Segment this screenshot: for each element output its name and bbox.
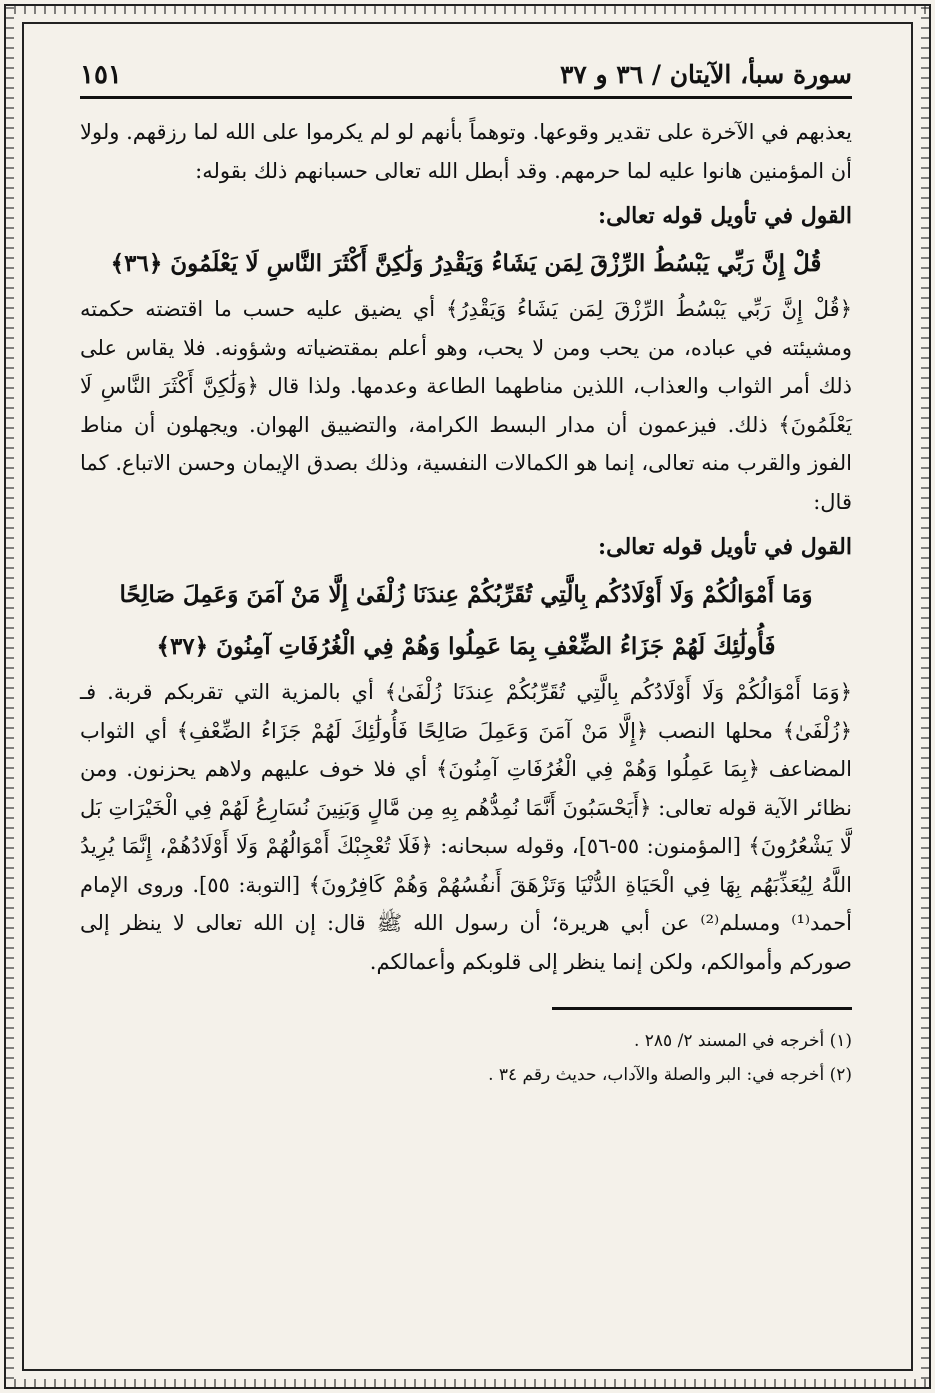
quran-verse-37-line-1: وَمَا أَمْوَالُكُمْ وَلَا أَوْلَادُكُم بِالَّتِي تُقَرِّبُكُمْ عِندَنَا زُلْفَىٰ إِلَّا مَنْ آمَنَ وَعَمِلَ صَالِحًا: [119, 581, 813, 608]
quran-verse-36: قُلْ إِنَّ رَبِّي يَبْسُطُ الرِّزْقَ لِمَن يَشَاءُ وَيَقْدِرُ وَلَٰكِنَّ أَكْثَرَ النَّاسِ لَا يَعْلَمُونَ ﴿٣٦﴾: [110, 250, 822, 277]
page-content: [80, 60, 852, 1092]
running-head: [80, 60, 852, 99]
footnote-divider: [552, 1007, 852, 1010]
paragraph-commentary-36: ﴿قُلْ إِنَّ رَبِّي يَبْسُطُ الرِّزْقَ لِمَن يَشَاءُ وَيَقْدِرُ﴾ أي يضيق عليه حسب ما اقتضته حكمته ومشيئته في عباده، من يحب ومن لا يحب، وهو أعلم بمقتضياته وشؤونه. فلا يقاس على ذلك أمر الثواب والعذاب، اللذين مناطهما الطاعة وعدمها. ولذا قال ﴿وَلَٰكِنَّ أَكْثَرَ النَّاسِ لَا يَعْلَمُونَ﴾ ذلك. فيزعمون أن مدار البسط الكرامة، والتضييق الهوان. ويجهلون أن مناط الفوز والقرب منه تعالى، إنما هو الكمالات النفسية، وذلك بصدق الإيمان وحسن الاتباع. كما قال:: [80, 297, 852, 514]
footnote-2: (٢) أخرجه في: البر والصلة والآداب، حديث رقم ٣٤ .: [488, 1065, 852, 1085]
footnote-1: (١) أخرجه في المسند ٢/ ٢٨٥ .: [633, 1031, 852, 1051]
paragraph-commentary-37: ﴿وَمَا أَمْوَالُكُمْ وَلَا أَوْلَادُكُم بِالَّتِي تُقَرِّبُكُمْ عِندَنَا زُلْفَىٰ﴾ أي بالمزية التي تقربكم قربة. فـ ﴿زُلْفَىٰ﴾ محلها النصب ﴿إِلَّا مَنْ آمَنَ وَعَمِلَ صَالِحًا فَأُولَٰئِكَ لَهُمْ جَزَاءُ الضِّعْفِ﴾ أي الثواب المضاعف ﴿بِمَا عَمِلُوا وَهُمْ فِي الْغُرُفَاتِ آمِنُونَ﴾ أي فلا خوف عليهم ولاهم يحزنون. ومن نظائر الآية قوله تعالى: ﴿أَيَحْسَبُونَ أَنَّمَا نُمِدُّهُم بِهِ مِن مَّالٍ وَبَنِينَ نُسَارِعُ لَهُمْ فِي الْخَيْرَاتِ بَل لَّا يَشْعُرُونَ﴾ [المؤمنون: ٥٥-٥٦]، وقوله سبحانه: ﴿فَلَا تُعْجِبْكَ أَمْوَالُهُمْ وَلَا أَوْلَادُهُمْ، إِنَّمَا يُرِيدُ اللَّهُ لِيُعَذِّبَهُم بِهَا فِي الْحَيَاةِ الدُّنْيَا وَتَزْهَقَ أَنفُسُهُمْ وَهُمْ كَافِرُونَ﴾ [التوبة: ٥٥]. وروى الإمام أحمد⁽¹⁾ ومسلم⁽²⁾ عن أبي هريرة؛ أن رسول الله ﷺ قال: إن الله تعالى لا ينظر إلى صوركم وأموالكم، ولكن إنما ينظر إلى قلوبكم وأعمالكم.: [80, 680, 853, 974]
quran-verse-37-line-2: فَأُولَٰئِكَ لَهُمْ جَزَاءُ الضِّعْفِ بِمَا عَمِلُوا وَهُمْ فِي الْغُرُفَاتِ آمِنُونَ ﴿٣٧﴾: [156, 633, 776, 660]
section-heading-2: القول في تأويل قوله تعالى:: [598, 534, 852, 560]
section-heading-1: القول في تأويل قوله تعالى:: [598, 203, 852, 229]
page-number: ١٥١: [80, 60, 122, 90]
running-head-title: سورة سبأ، الآيتان / ٣٦ و ٣٧: [559, 60, 852, 89]
paragraph-intro: يعذبهم في الآخرة على تقدير وقوعها. وتوهماً بأنهم لو لم يكرموا على الله لما رزقهم. ولولا أن المؤمنين هانوا عليه لما حرمهم. وقد أبطل الله تعالى حسبانهم ذلك بقوله:: [80, 120, 852, 183]
